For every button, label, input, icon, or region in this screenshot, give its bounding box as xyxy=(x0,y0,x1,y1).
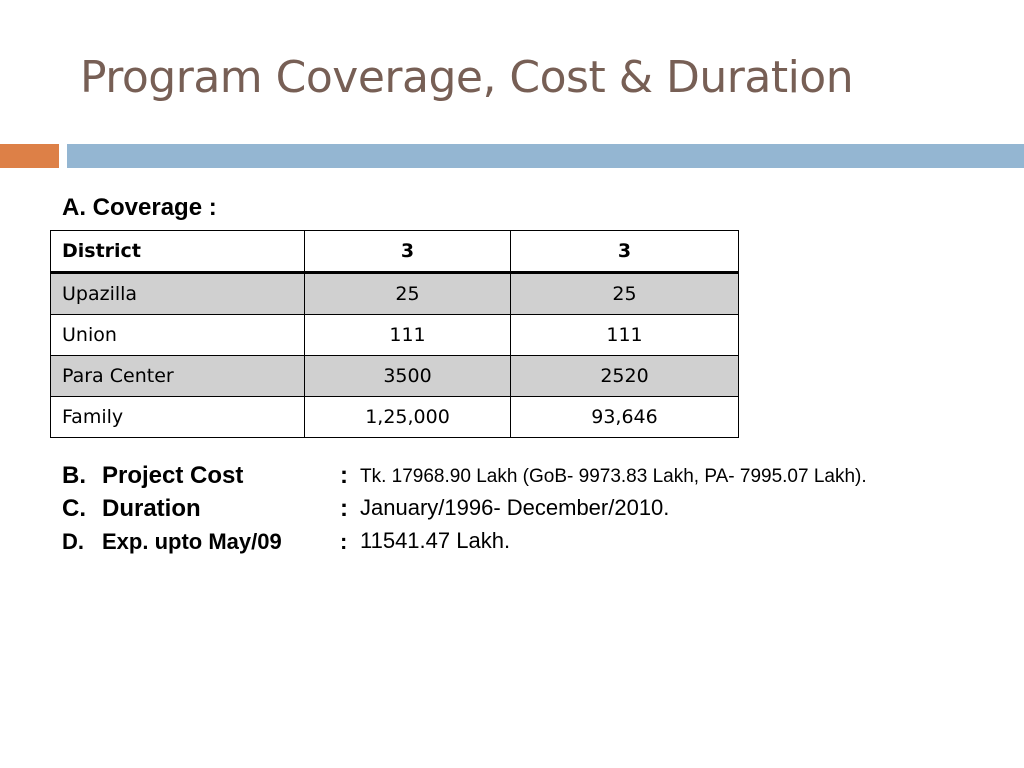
coverage-table xyxy=(50,230,739,438)
item-colon: : xyxy=(340,529,348,554)
item-letter: C. xyxy=(62,495,86,522)
table-cell: 93,646 xyxy=(511,397,739,438)
table-cell: Upazilla xyxy=(51,273,305,315)
table-cell: 111 xyxy=(511,315,739,356)
item-colon: : xyxy=(340,462,348,489)
table-cell: Para Center xyxy=(51,356,305,397)
item-label: Project Cost xyxy=(102,462,244,489)
table-cell: 25 xyxy=(511,273,739,315)
table-header-cell: District xyxy=(51,231,305,273)
table-cell: Union xyxy=(51,315,305,356)
item-letter: D. xyxy=(62,529,84,554)
item-value: January/1996- December/2010. xyxy=(360,495,670,520)
table-cell: 3500 xyxy=(305,356,511,397)
item-value: 11541.47 Lakh. xyxy=(360,528,511,553)
table-row xyxy=(51,397,739,438)
table-cell: 25 xyxy=(305,273,511,315)
table-row xyxy=(51,273,739,315)
item-letter: B. xyxy=(62,462,86,489)
item-value: Tk. 17968.90 Lakh (GoB- 9973.83 Lakh, PA- 7995.07 Lakh). xyxy=(360,466,867,487)
item-label: Exp. upto May/09 xyxy=(102,529,282,554)
table-header-cell: 3 xyxy=(305,231,511,273)
table-cell: 1,25,000 xyxy=(305,397,511,438)
table-header-cell: 3 xyxy=(511,231,739,273)
table-header-row xyxy=(51,231,739,273)
table-cell: 111 xyxy=(305,315,511,356)
slide-title: Program Coverage, Cost & Duration xyxy=(80,52,854,103)
table-row xyxy=(51,356,739,397)
table-row xyxy=(51,315,739,356)
table-cell: Family xyxy=(51,397,305,438)
table-cell: 2520 xyxy=(511,356,739,397)
coverage-heading: A. Coverage : xyxy=(62,194,217,221)
accent-bar-blue xyxy=(67,144,1024,168)
accent-bar-orange xyxy=(0,144,59,168)
item-label: Duration xyxy=(102,495,201,522)
item-colon: : xyxy=(340,495,348,522)
